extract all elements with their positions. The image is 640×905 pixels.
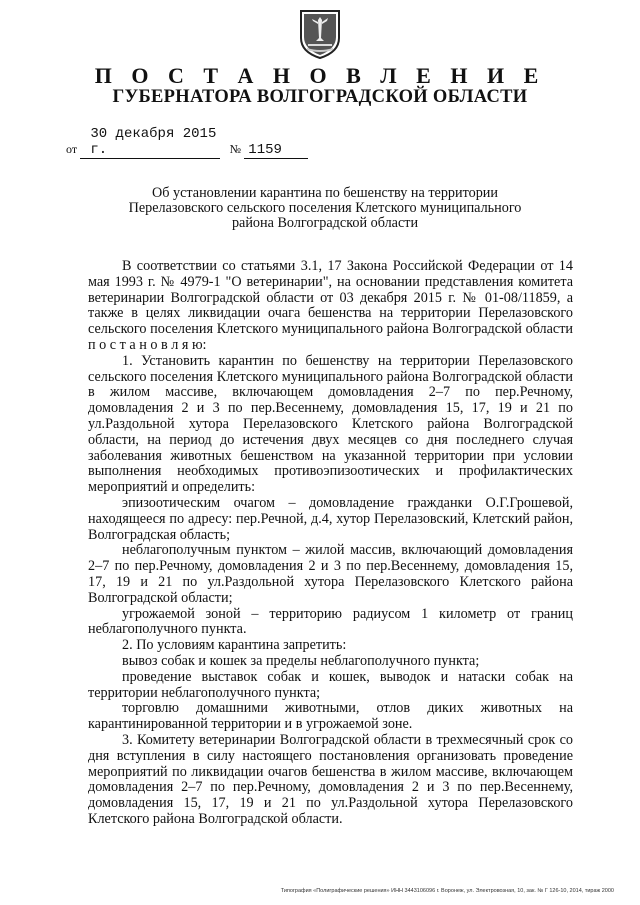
body-paragraph: неблагополучным пунктом – жилой массив, включающий домовладения 2–7 по пер.Речному, домовладения 2 и 3 по пер.Весеннему, домовладения 15, 17, 19 и 21 по ул.Раздольной хутора Перелазовского Клетского района Волгоградской области; <box>88 542 573 606</box>
document-number: 1159 <box>244 142 308 159</box>
date-label: от <box>66 142 78 156</box>
printer-imprint: Типография «Полиграфические решения» ИНН 3443106096 г. Воронеж, ул. Электровозная, 10, зак. № Г 126-10, 2014, тираж 2000 <box>280 888 614 894</box>
body-paragraph: вывоз собак и кошек за пределы неблагополучного пункта; <box>122 652 480 669</box>
body-paragraph: угрожаемой зоной – территорию радиусом 1 километр от границ неблагополучного пункта. <box>88 605 573 638</box>
body-paragraph: 3. Комитету ветеринарии Волгоградской области в трехмесячный срок со дня вступления в силу настоящего постановления организовать проведение мероприятий по ликвидации очагов бешенства в жилом массиве, включающем домовладения 2–7 по пер.Речному, домовладения 2 и 3 по пер.Весеннему, домовладения 15, 17, 19 и 21 по ул.Раздольной хутора Перелазовского Клетского района Волгоградской области. <box>88 731 573 827</box>
document-body <box>88 259 573 828</box>
coat-of-arms-icon <box>298 8 342 60</box>
subject-line: Перелазовского сельского поселения Клетского муниципального <box>128 200 522 216</box>
dateline <box>66 126 308 159</box>
body-paragraph: 1. Установить карантин по бешенству на территории Перелазовского сельского поселения Клетского муниципального района Волгоградской области в жилом массиве, включающем домовладения 2–7 по пер.Речному, домовладения 2 и 3 по пер.Весеннему, домовладения 15, 17, 19 и 21 по ул.Раздольной хутора Перелазовского Клетского района Волгоградской области, на период до истечения двух месяцев со дня последнего случая заболевания животных бешенством на указанной территории при условии выполнения необходимых противоэпизоотических и профилактических мероприятий и определить: <box>88 352 573 496</box>
document-subject <box>110 186 540 231</box>
number-label: № <box>229 142 242 156</box>
subject-line: района Волгоградской области <box>231 215 419 231</box>
document-date: 30 декабря 2015 г. <box>80 126 220 159</box>
body-paragraph: проведение выставок собак и кошек, выводок и натаски собак на территории неблагополучного пункта; <box>88 668 573 701</box>
body-paragraph: 2. По условиям карантина запретить: <box>122 637 347 654</box>
subject-line: Об установлении карантина по бешенству на территории <box>152 185 498 201</box>
document-issuer: ГУБЕРНАТОРА ВОЛГОГРАДСКОЙ ОБЛАСТИ <box>112 87 528 107</box>
body-paragraph: эпизоотическим очагом – домовладение гражданки О.Г.Грошевой, находящееся по адресу: пер.Речной, д.4, хутор Перелазовский, Клетский район, Волгоградская область; <box>88 494 573 543</box>
document-title: П О С Т А Н О В Л Е Н И Е <box>94 63 546 88</box>
body-paragraph: торговлю домашними животными, отлов диких животных на карантинированной территории и в угрожаемой зоне. <box>88 700 573 733</box>
preamble-paragraph: В соответствии со статьями 3.1, 17 Закона Российской Федерации от 14 мая 1993 г. № 4979-1 "О ветеринарии", на основании представления комитета ветеринарии Волгоградской области от 03 декабря 2015 г. № 01-08/11859, а также в целях ликвидации очага бешенства на территории Перелазовского сельского поселения Клетского муниципального района Волгоградской области п о с т а н о в л я ю: <box>88 258 573 353</box>
